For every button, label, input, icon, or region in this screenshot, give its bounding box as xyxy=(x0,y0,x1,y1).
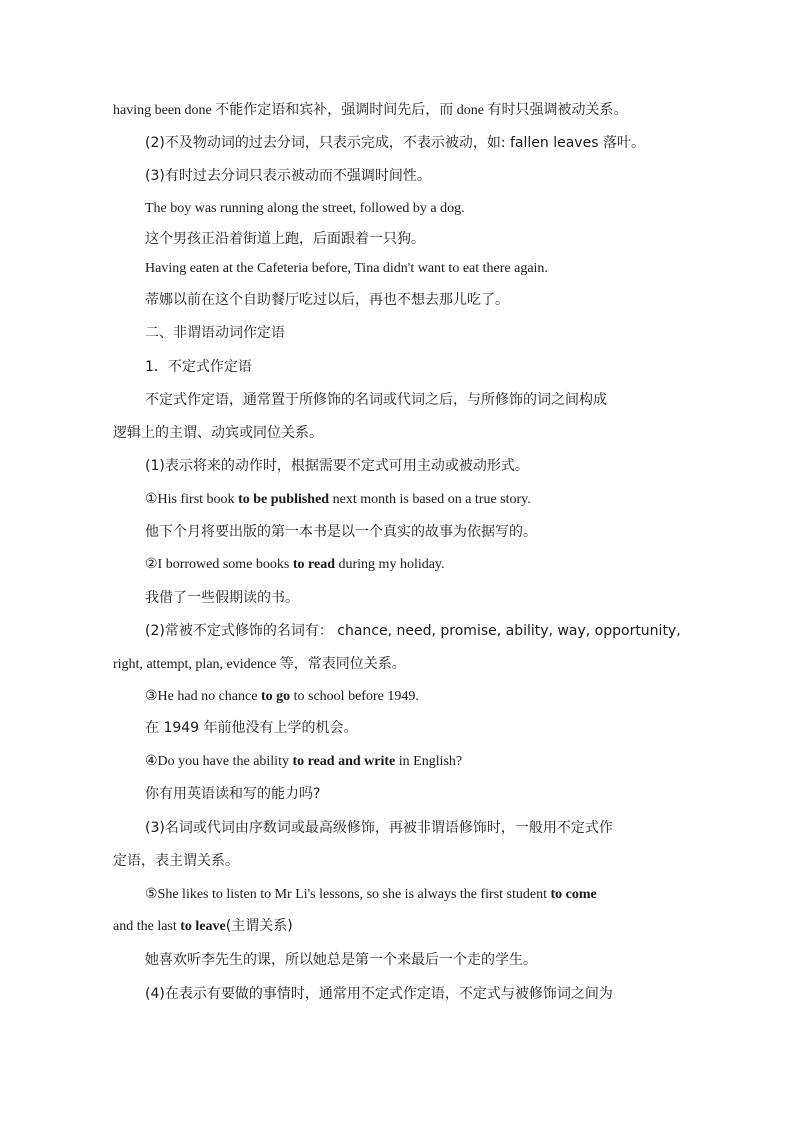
subsection-heading xyxy=(0,357,794,377)
text-span: having been done 不能作定语和宾补，强调时间先后，而 done 有时只强调被动关系。 xyxy=(113,103,628,118)
text-span: ①His first book xyxy=(145,492,239,507)
text-line xyxy=(0,621,794,641)
text-line xyxy=(0,489,794,510)
text-span: ④Do you have the ability xyxy=(145,754,293,769)
text-line xyxy=(0,784,794,804)
text-span: in English? xyxy=(395,754,463,769)
bold-phrase: to go xyxy=(260,689,291,704)
translation: 你有用英语读和写的能力吗? xyxy=(145,786,321,802)
text-line xyxy=(0,686,794,707)
bold-phrase: to leave xyxy=(180,919,226,934)
text-line xyxy=(0,100,794,121)
text-line xyxy=(0,198,794,219)
text-line xyxy=(0,290,794,310)
text-line xyxy=(0,984,794,1004)
text-line xyxy=(0,229,794,249)
heading-text: 1．不定式作定语 xyxy=(145,359,252,375)
text-span: (3)名词或代词由序数词或最高级修饰，再被非谓语修饰时，一般用不定式作 xyxy=(145,820,613,836)
text-line xyxy=(0,133,794,153)
translation: 他下个月将要出版的第一本书是以一个真实的故事为依据写的。 xyxy=(145,524,537,540)
text-span: ②I borrowed some books xyxy=(145,557,293,572)
text-line xyxy=(0,423,794,443)
example-sentence: Having eaten at the Cafeteria before, Tina didn't want to eat there again. xyxy=(145,261,548,276)
text-span: ⑤She likes to listen to Mr Li's lessons, so she is always the first student xyxy=(145,887,551,902)
text-span: to school before 1949. xyxy=(290,689,419,704)
text-span: and the last xyxy=(113,919,181,934)
bold-phrase: to come xyxy=(550,887,597,902)
text-line xyxy=(0,654,794,675)
text-span: during my holiday. xyxy=(335,557,445,572)
text-span: (2)不及物动词的过去分词，只表示完成，不表示被动，如: fallen leaves 落叶。 xyxy=(145,135,645,151)
translation: 在 1949 年前他没有上学的机会。 xyxy=(145,720,358,736)
translation: 蒂娜以前在这个自助餐厅吃过以后，再也不想去那儿吃了。 xyxy=(145,292,509,308)
translation: 我借了一些假期读的书。 xyxy=(145,590,299,606)
bold-phrase: to be published xyxy=(238,492,330,507)
text-span: 不定式作定语，通常置于所修饰的名词或代词之后，与所修饰的词之间构成 xyxy=(145,392,607,408)
text-line xyxy=(0,916,794,937)
text-span: (主谓关系) xyxy=(225,918,293,934)
example-sentence: The boy was running along the street, followed by a dog. xyxy=(145,201,465,216)
text-line xyxy=(0,818,794,838)
bold-phrase: to read and write xyxy=(292,754,396,769)
text-line xyxy=(0,390,794,410)
text-span: (2)常被不定式修饰的名词有： chance, need, promise, ability, way, opportunity, xyxy=(145,623,681,639)
text-line xyxy=(0,950,794,970)
text-line xyxy=(0,258,794,279)
text-line xyxy=(0,522,794,542)
text-span: (4)在表示有要做的事情时，通常用不定式作定语，不定式与被修饰词之间为 xyxy=(145,986,613,1002)
text-span: right, attempt, plan, evidence 等，常表同位关系。 xyxy=(113,657,406,672)
section-heading xyxy=(0,323,794,343)
text-line xyxy=(0,851,794,871)
text-line xyxy=(0,166,794,186)
text-span: (3)有时过去分词只表示被动而不强调时间性。 xyxy=(145,168,431,184)
heading-text: 二、非谓语动词作定语 xyxy=(145,325,285,341)
text-span: ③He had no chance xyxy=(145,689,261,704)
translation: 她喜欢听李先生的课，所以她总是第一个来最后一个走的学生。 xyxy=(145,952,537,968)
text-line xyxy=(0,554,794,575)
text-line xyxy=(0,884,794,905)
text-span: 逻辑上的主谓、动宾或同位关系。 xyxy=(113,425,323,441)
text-span: (1)表示将来的动作时，根据需要不定式可用主动或被动形式。 xyxy=(145,458,529,474)
text-line xyxy=(0,456,794,476)
translation: 这个男孩正沿着街道上跑，后面跟着一只狗。 xyxy=(145,231,425,247)
text-span: next month is based on a true story. xyxy=(329,492,531,507)
text-line xyxy=(0,588,794,608)
bold-phrase: to read xyxy=(292,557,335,572)
text-span: 定语，表主谓关系。 xyxy=(113,853,239,869)
text-line xyxy=(0,751,794,772)
text-line xyxy=(0,718,794,738)
